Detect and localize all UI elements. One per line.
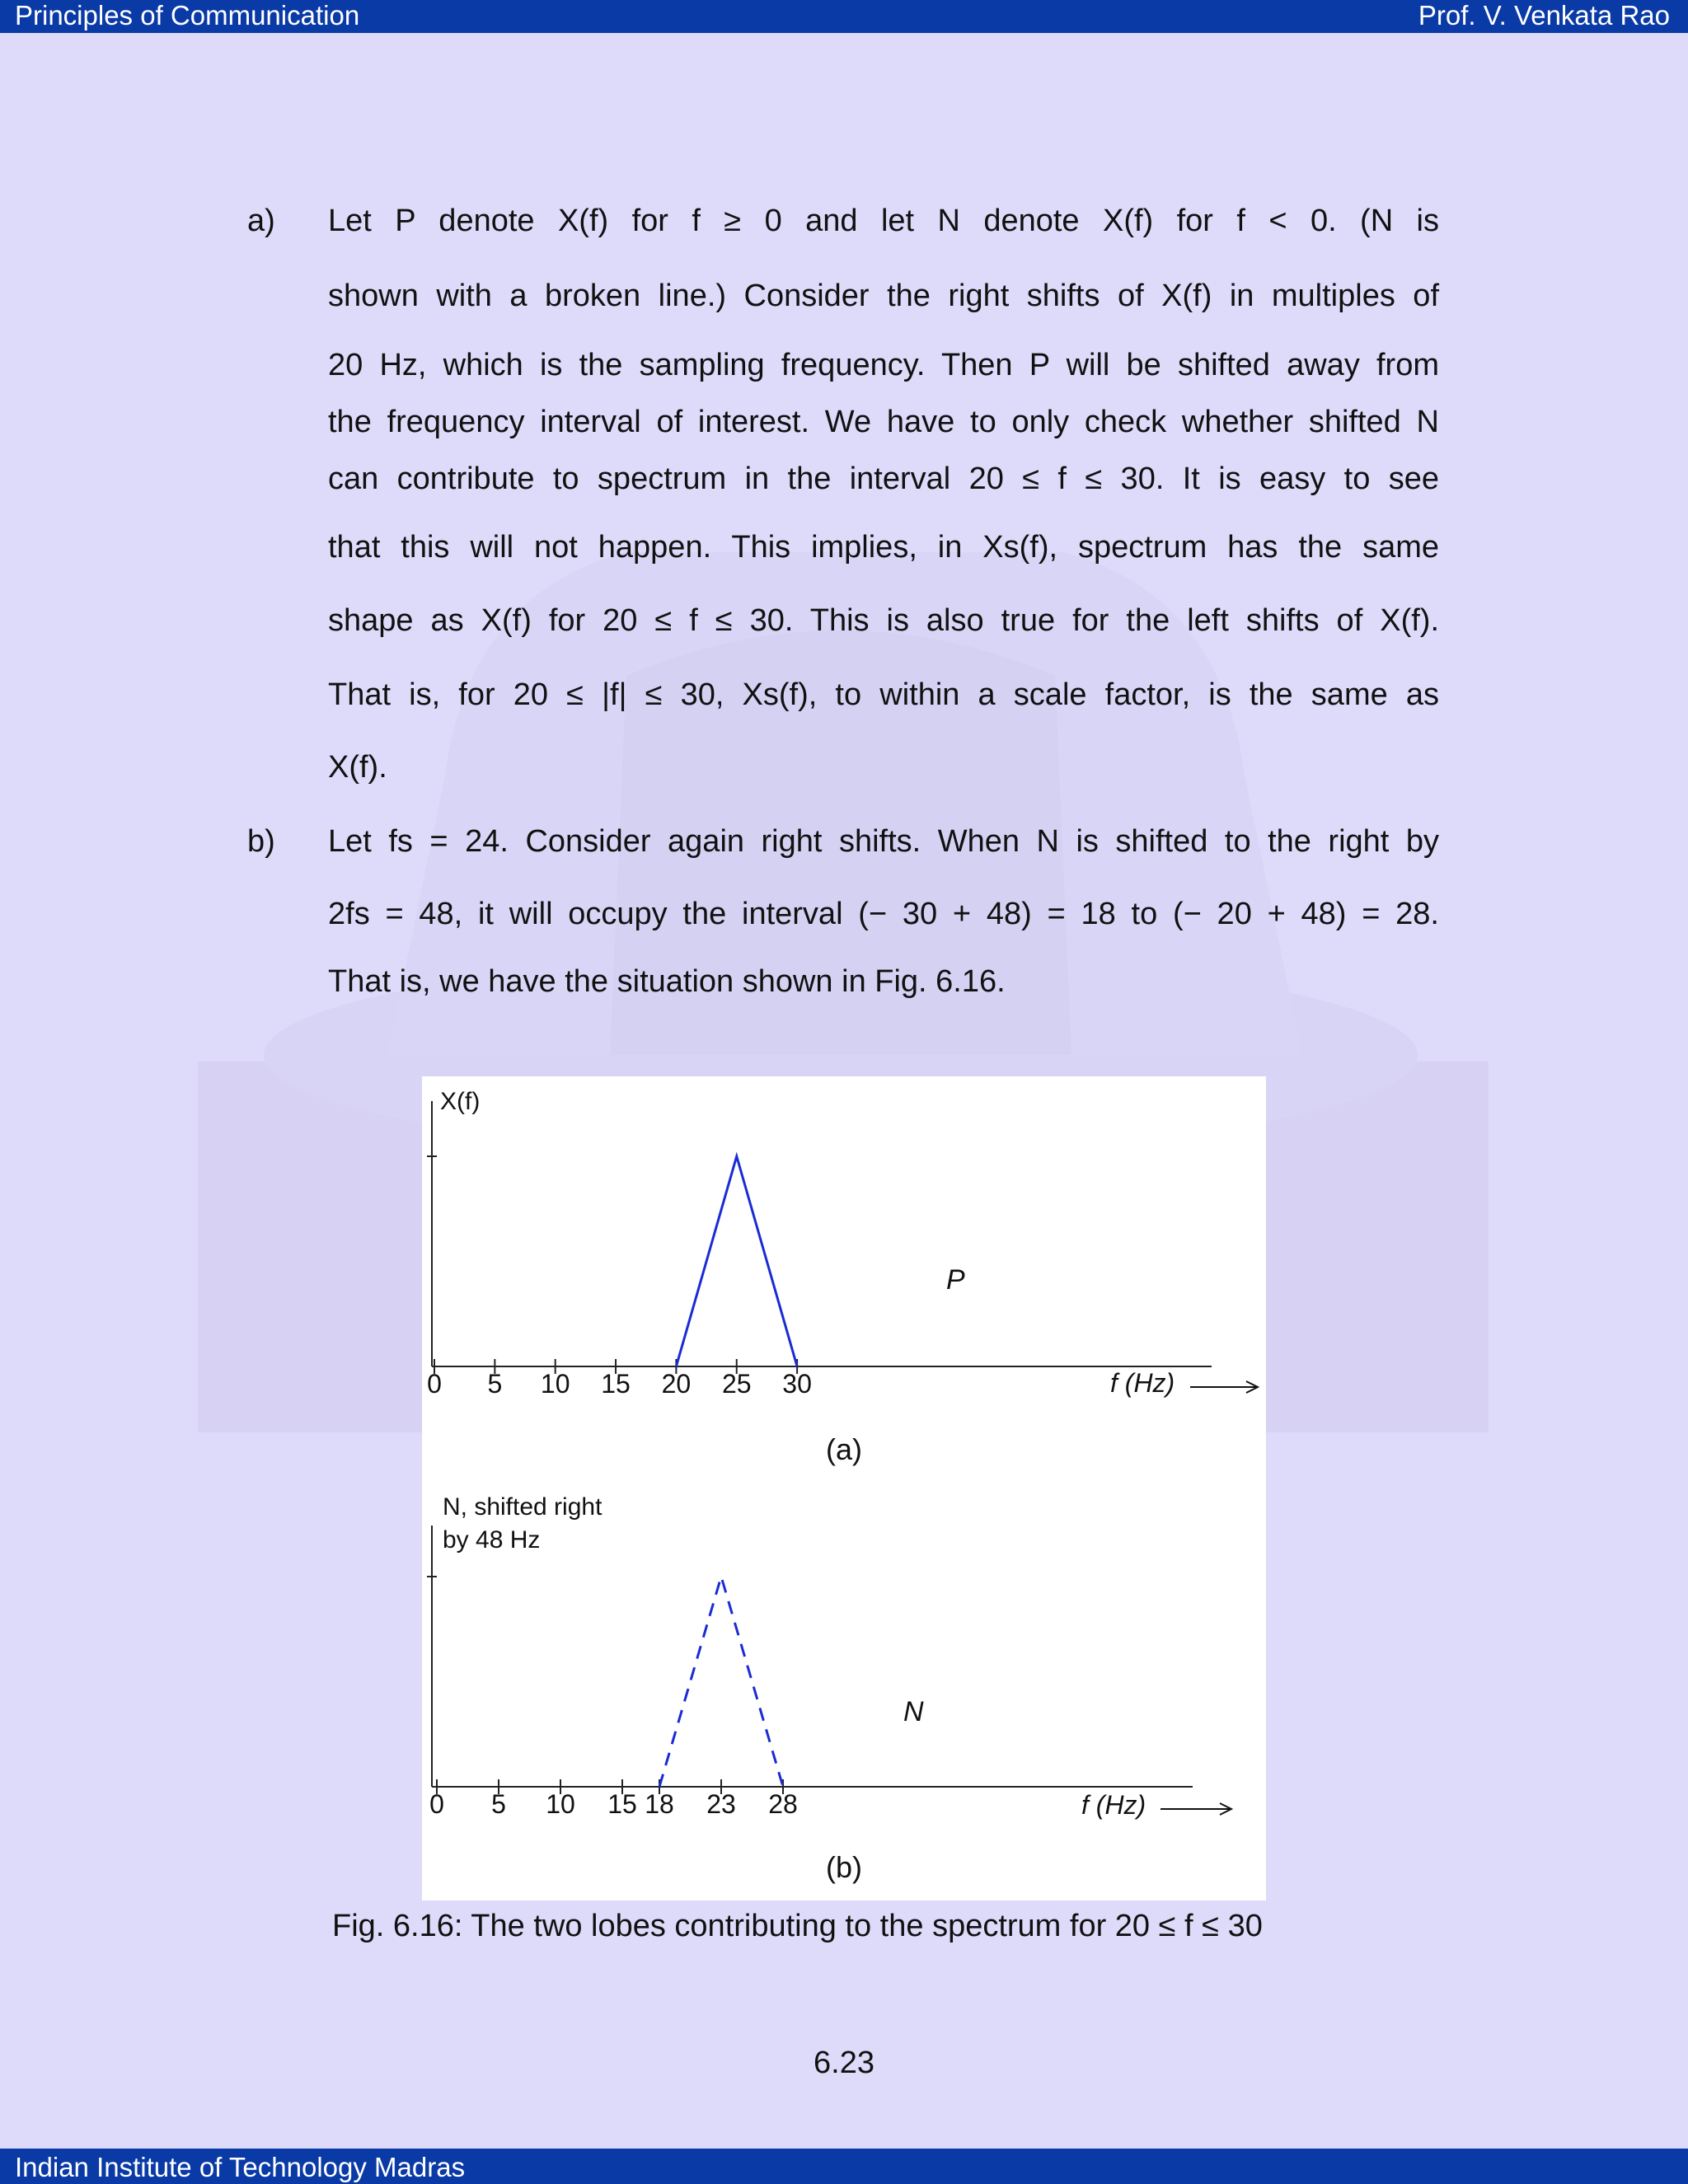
figure-caption: Fig. 6.16: The two lobes contributing to the spectrum for 20 ≤ f ≤ 30	[332, 1909, 1263, 1943]
lobe-n-label: N	[903, 1696, 924, 1727]
figure-plot-area	[422, 1076, 1266, 1900]
item-b-line-3: That is, we have the situation shown in Fig. 6.16.	[328, 964, 1006, 999]
panel-b-ticks	[429, 1779, 798, 1819]
page-number: 6.23	[814, 2046, 874, 2080]
header-bar	[0, 0, 1688, 33]
panel-b-sublabel: (b)	[826, 1850, 862, 1884]
item-a-marker: a)	[247, 204, 275, 238]
panel-a-tick-label: 25	[721, 1369, 752, 1399]
item-a-line-2: shown with a broken line.) Consider the right shifts of X(f) in multiples of	[328, 279, 1439, 313]
panel-a-sublabel: (a)	[826, 1432, 862, 1466]
panel-b-ylabel-2: by 48 Hz	[443, 1526, 541, 1554]
item-a-line-9: X(f).	[328, 750, 387, 785]
panel-b-tick-label: 15	[607, 1789, 637, 1819]
panel-a-tick-label: 20	[661, 1369, 692, 1399]
panel-a-ticks	[427, 1359, 812, 1399]
footer-bar	[0, 2149, 1688, 2184]
panel-b-tick-label: 28	[768, 1789, 798, 1819]
panel-a	[427, 1088, 1258, 1466]
author-name: Prof. V. Venkata Rao	[1418, 0, 1670, 30]
item-b-marker: b)	[247, 824, 275, 859]
panel-b-tick-label: 0	[429, 1789, 444, 1819]
item-b-line-1: Let fs = 24. Consider again right shifts. When N is shifted to the right by	[328, 824, 1439, 859]
panel-a-tick-label: 15	[601, 1369, 631, 1399]
panel-b-ylabel-1: N, shifted right	[443, 1493, 603, 1521]
panel-a-tick-label: 5	[487, 1369, 503, 1399]
lobe-p-line	[676, 1156, 797, 1366]
item-b-line-2: 2fs = 48, it will occupy the interval (− 30 + 48) = 18 to (− 20 + 48) = 28.	[328, 897, 1439, 931]
panel-a-xlabel: f (Hz)	[1110, 1368, 1175, 1398]
panel-b	[427, 1493, 1231, 1884]
panel-a-tick-label: 30	[782, 1369, 812, 1399]
lobe-p-label: P	[946, 1264, 965, 1296]
panel-b-tick-label: 23	[706, 1789, 736, 1819]
panel-b-tick-label: 18	[645, 1789, 674, 1819]
item-a-line-5: can contribute to spectrum in the interval 20 ≤ f ≤ 30. It is easy to see	[328, 462, 1439, 496]
item-a-line-4: the frequency interval of interest. We have to only check whether shifted N	[328, 405, 1439, 439]
institution-name: Indian Institute of Technology Madras	[15, 2152, 466, 2182]
item-a-line-3: 20 Hz, which is the sampling frequency. Then P will be shifted away from	[328, 348, 1439, 382]
panel-a-ylabel: X(f)	[440, 1088, 481, 1115]
panel-b-xlabel: f (Hz)	[1081, 1790, 1146, 1820]
item-a-line-1: Let P denote X(f) for f ≥ 0 and let N denote X(f) for f < 0. (N is	[328, 204, 1439, 238]
item-a-line-8: That is, for 20 ≤ |f| ≤ 30, Xs(f), to within a scale factor, is the same as	[328, 677, 1439, 712]
lobe-n-line	[659, 1577, 783, 1787]
panel-a-tick-label: 0	[427, 1369, 442, 1399]
panel-b-tick-label: 5	[491, 1789, 506, 1819]
course-title: Principles of Communication	[15, 0, 360, 30]
panel-a-tick-label: 10	[540, 1369, 570, 1399]
panel-b-tick-label: 10	[546, 1789, 575, 1819]
item-a-line-6: that this will not happen. This implies, in Xs(f), spectrum has the same	[328, 530, 1439, 565]
figure-6-16	[422, 1076, 1266, 1900]
item-a-line-7: shape as X(f) for 20 ≤ f ≤ 30. This is also true for the left shifts of X(f).	[328, 603, 1439, 638]
